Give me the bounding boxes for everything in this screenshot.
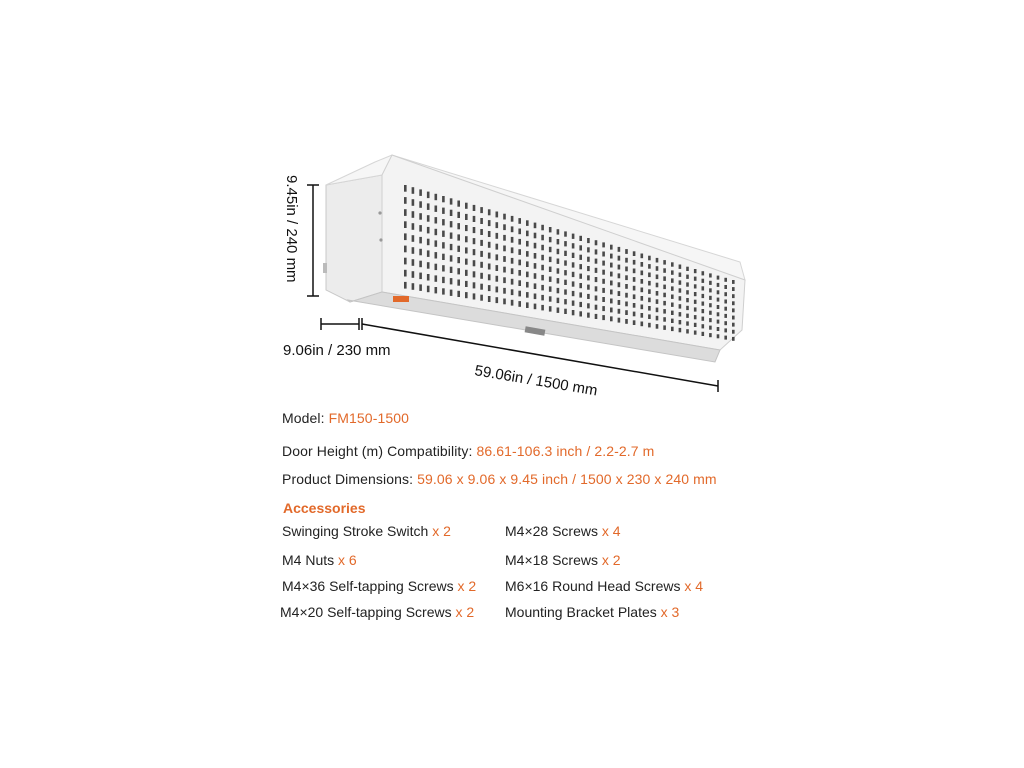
product-dimensions-value: 59.06 x 9.06 x 9.45 inch / 1500 x 230 x 240 mm [417,471,717,487]
accessory-item: Mounting Bracket Plates x 3 [505,604,680,620]
accessory-item: M4 Nuts x 6 [282,552,357,568]
accessory-item: M4×36 Self-tapping Screws x 2 [282,578,477,594]
product-label-icon [393,296,409,302]
model-label: Model: [282,410,329,426]
length-dimension-label: 59.06in / 1500 mm [473,362,599,400]
accessory-item: M4×20 Self-tapping Screws x 2 [280,604,475,620]
air-curtain-unit [323,155,745,362]
height-dimension-line [307,185,319,296]
model-spec [282,410,409,426]
accessory-item: M6×16 Round Head Screws x 4 [505,578,704,594]
depth-dimension-line [321,318,359,330]
accessory-item: Swinging Stroke Switch x 2 [282,523,451,539]
depth-dimension-label: 9.06in / 230 mm [283,342,391,359]
accessory-item: M4×18 Screws x 2 [505,552,621,568]
model-value: FM150-1500 [328,410,410,426]
height-dimension-label: 9.45in / 240 mm [283,175,300,283]
door-height-value: 86.61-106.3 inch / 2.2-2.7 m [476,443,655,459]
product-dimensions-spec [282,471,717,487]
accessory-item: M4×28 Screws x 4 [505,523,621,539]
door-height-label: Door Height (m) Compatibility: [282,443,477,459]
product-dimensions-label: Product Dimensions: [282,471,418,487]
door-height-spec [282,443,654,459]
accessories-title: Accessories [283,500,366,516]
